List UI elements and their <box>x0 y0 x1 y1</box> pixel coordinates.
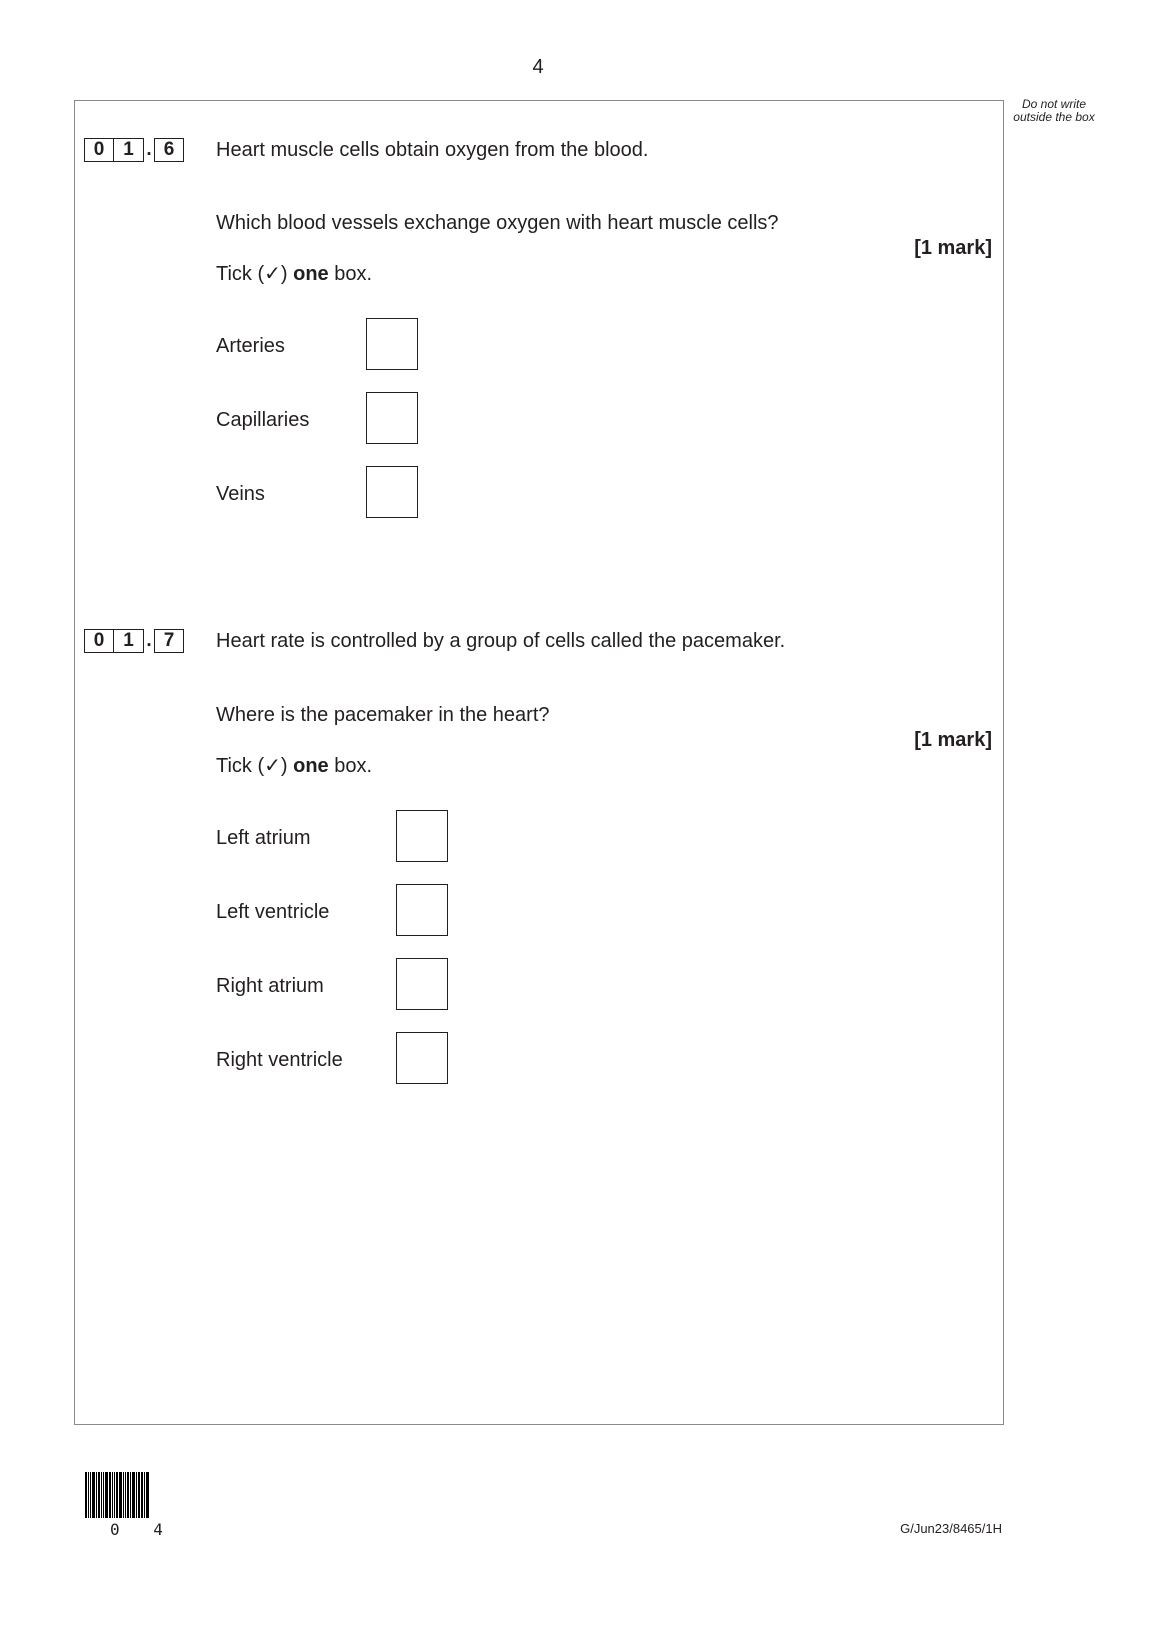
question-text: Which blood vessels exchange oxygen with heart muscle cells? <box>216 212 779 234</box>
barcode-bar <box>146 1472 149 1518</box>
answer-frame <box>74 100 1004 1425</box>
barcode-bar <box>114 1472 115 1518</box>
barcode-bar <box>109 1472 111 1518</box>
question-stem: Heart muscle cells obtain oxygen from the blood. <box>216 139 649 161</box>
barcode-bar <box>101 1472 102 1518</box>
instruction <box>216 261 372 286</box>
barcode-bar <box>98 1472 100 1518</box>
page-number: 4 <box>532 56 544 78</box>
barcode-bar <box>125 1472 126 1518</box>
margin-note: Do not write outside the box <box>1013 97 1095 124</box>
instruction <box>216 753 372 778</box>
tick-box-veins[interactable] <box>366 466 418 518</box>
barcode-bar <box>136 1472 137 1518</box>
option-label: Right ventricle <box>216 1049 343 1071</box>
instruction-pre: Tick (✓) <box>216 755 294 777</box>
question-number-01-7 <box>84 629 184 653</box>
barcode-bar <box>96 1472 97 1518</box>
barcode-bar <box>132 1472 135 1518</box>
qnum-digit: 6 <box>154 138 184 162</box>
barcode <box>85 1472 185 1518</box>
qnum-digit: 0 <box>84 629 114 653</box>
question-text: Where is the pacemaker in the heart? <box>216 704 550 726</box>
marks-label: [1 mark] <box>914 237 992 259</box>
barcode-bar <box>105 1472 108 1518</box>
barcode-bar <box>116 1472 118 1518</box>
marks-label: [1 mark] <box>914 729 992 751</box>
tick-box-right-ventricle[interactable] <box>396 1032 448 1084</box>
instruction-post: box. <box>328 263 373 285</box>
instruction-bold: one <box>293 755 329 777</box>
paper-code: G/Jun23/8465/1H <box>900 1521 1002 1536</box>
option-label: Veins <box>216 483 265 505</box>
question-number-01-6 <box>84 138 184 162</box>
tick-box-left-ventricle[interactable] <box>396 884 448 936</box>
qnum-digit: 7 <box>154 629 184 653</box>
qnum-digit: 1 <box>114 138 144 162</box>
option-label: Arteries <box>216 335 285 357</box>
option-label: Capillaries <box>216 409 310 431</box>
qnum-dot: . <box>146 630 152 651</box>
barcode-bar <box>92 1472 95 1518</box>
instruction-bold: one <box>293 263 329 285</box>
instruction-post: box. <box>328 755 373 777</box>
barcode-bar <box>90 1472 91 1518</box>
barcode-bar <box>88 1472 89 1518</box>
barcode-bar <box>85 1472 87 1518</box>
barcode-bar <box>127 1472 129 1518</box>
barcode-number: 0 4 <box>110 1520 175 1539</box>
barcode-bar <box>130 1472 131 1518</box>
instruction-pre: Tick (✓) <box>216 263 294 285</box>
qnum-dot: . <box>146 139 152 160</box>
barcode-bar <box>138 1472 140 1518</box>
barcode-bar <box>123 1472 124 1518</box>
tick-box-capillaries[interactable] <box>366 392 418 444</box>
option-label: Left ventricle <box>216 901 330 923</box>
question-stem: Heart rate is controlled by a group of cells called the pacemaker. <box>216 630 786 652</box>
tick-box-left-atrium[interactable] <box>396 810 448 862</box>
barcode-bar <box>144 1472 145 1518</box>
tick-box-arteries[interactable] <box>366 318 418 370</box>
qnum-digit: 0 <box>84 138 114 162</box>
barcode-bar <box>103 1472 104 1518</box>
barcode-bar <box>112 1472 113 1518</box>
barcode-bar <box>119 1472 122 1518</box>
qnum-digit: 1 <box>114 629 144 653</box>
option-label: Right atrium <box>216 975 324 997</box>
option-label: Left atrium <box>216 827 311 849</box>
tick-box-right-atrium[interactable] <box>396 958 448 1010</box>
barcode-bar <box>141 1472 143 1518</box>
